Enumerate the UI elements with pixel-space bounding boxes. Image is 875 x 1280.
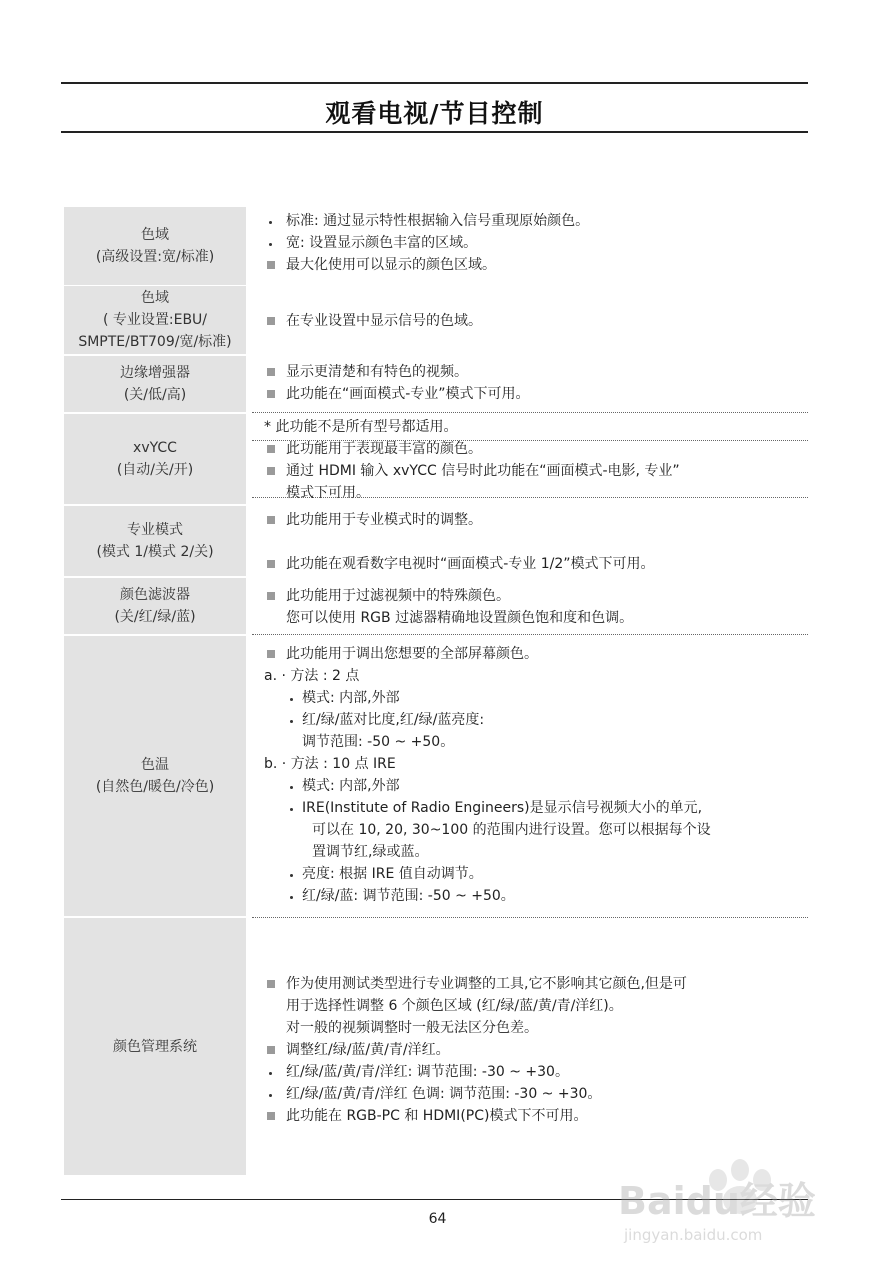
dotted-separator xyxy=(252,440,808,441)
description-line: 作为使用测试类型进行专业调整的工具,它不影响其它颜色,但是可 xyxy=(264,973,804,995)
description-line: 显示更清楚和有特色的视频。 xyxy=(264,361,804,383)
page-number: 64 xyxy=(428,1211,447,1227)
description-line: 调节范围: -50 ~ +50。 xyxy=(302,734,455,750)
dotted-separator xyxy=(252,497,808,498)
description-line: 红/绿/蓝/黄/青/洋红: 调节范围: -30 ~ +30。 xyxy=(264,1061,804,1083)
description-line: 红/绿/蓝/黄/青/洋红 色调: 调节范围: -30 ~ +30。 xyxy=(264,1083,804,1105)
description-line: 标准: 通过显示特性根据输入信号重现原始颜色。 xyxy=(264,210,804,232)
description-line: 此功能用于调出您想要的全部屏幕颜色。 xyxy=(264,643,804,665)
description-line: 宽: 设置显示颜色丰富的区域。 xyxy=(264,232,804,254)
setting-description xyxy=(264,210,804,276)
dotted-separator xyxy=(252,412,808,413)
setting-description xyxy=(264,643,804,907)
description-line: 红/绿/蓝对比度,红/绿/蓝亮度: xyxy=(264,709,804,731)
page-title: 观看电视/节目控制 xyxy=(325,99,544,128)
setting-label xyxy=(64,918,246,1175)
description-line: * 此功能不是所有型号都适用。 xyxy=(264,419,458,435)
description-line: 亮度: 根据 IRE 值自动调节。 xyxy=(264,863,804,885)
description-line: 对一般的视频调整时一般无法区分色差。 xyxy=(286,1020,538,1036)
setting-label-line: 颜色滤波器 xyxy=(120,587,190,603)
setting-description xyxy=(264,585,804,629)
description-line: 可以在 10, 20, 30~100 的范围内进行设置。您可以根据每个设 xyxy=(312,822,711,838)
description-line: 最大化使用可以显示的颜色区域。 xyxy=(264,254,804,276)
description-line: b. · 方法 : 10 点 IRE xyxy=(264,756,396,772)
setting-label xyxy=(64,286,246,354)
description-line: 在专业设置中显示信号的色域。 xyxy=(264,310,804,332)
setting-label-line: (模式 1/模式 2/关) xyxy=(96,544,214,560)
setting-description xyxy=(264,509,804,575)
setting-description xyxy=(264,973,804,1127)
setting-label xyxy=(64,207,246,285)
setting-description xyxy=(264,361,804,405)
setting-label-line: 色域 xyxy=(141,290,169,306)
description-line: 模式: 内部,外部 xyxy=(264,775,804,797)
description-line: 您可以使用 RGB 过滤器精确地设置颜色饱和度和色调。 xyxy=(286,610,634,626)
top-rule xyxy=(61,82,808,84)
description-line: 红/绿/蓝: 调节范围: -50 ~ +50。 xyxy=(264,885,804,907)
setting-label-line: 色温 xyxy=(141,757,169,773)
dotted-separator xyxy=(252,634,808,635)
setting-label-line: ( 专业设置:EBU/ xyxy=(102,312,208,328)
setting-label xyxy=(64,636,246,916)
setting-label-line: (关/低/高) xyxy=(123,387,187,403)
setting-label-line: xvYCC xyxy=(133,440,177,456)
setting-description xyxy=(264,416,804,504)
watermark-url: jingyan.baidu.com xyxy=(624,1226,763,1244)
description-line: IRE(Institute of Radio Engineers)是显示信号视频大小的单元, xyxy=(264,797,804,819)
description-line: 用于选择性调整 6 个颜色区域 (红/绿/蓝/黄/青/洋红)。 xyxy=(286,998,623,1014)
description-line: 此功能用于专业模式时的调整。 xyxy=(264,509,804,531)
setting-label-line: SMPTE/BT709/宽/标准) xyxy=(78,334,232,350)
description-line: 此功能在“画面模式-专业”模式下可用。 xyxy=(264,383,804,405)
dotted-separator xyxy=(252,917,808,918)
description-line: 模式: 内部,外部 xyxy=(264,687,804,709)
setting-label-line: (关/红/绿/蓝) xyxy=(114,609,196,625)
setting-description xyxy=(264,310,804,332)
description-line: 此功能用于过滤视频中的特殊颜色。 xyxy=(264,585,804,607)
setting-label-line: 专业模式 xyxy=(127,522,183,538)
setting-label-line: (自动/关/开) xyxy=(116,462,194,478)
setting-label xyxy=(64,506,246,576)
description-line: 调整红/绿/蓝/黄/青/洋红。 xyxy=(264,1039,804,1061)
setting-label xyxy=(64,356,246,412)
setting-label-line: (自然色/暖色/冷色) xyxy=(95,779,215,795)
setting-label xyxy=(64,578,246,634)
description-line: 通过 HDMI 输入 xvYCC 信号时此功能在“画面模式-电影, 专业” xyxy=(264,460,804,482)
description-line: 置调节红,绿或蓝。 xyxy=(312,844,429,860)
setting-label xyxy=(64,414,246,504)
description-line xyxy=(264,531,804,553)
description-line: 此功能在 RGB-PC 和 HDMI(PC)模式下不可用。 xyxy=(264,1105,804,1127)
description-line: a. · 方法 : 2 点 xyxy=(264,668,360,684)
setting-label-line: 边缘增强器 xyxy=(120,365,190,381)
watermark-brand: Baidu经验 xyxy=(618,1179,816,1223)
description-line: 此功能用于表现最丰富的颜色。 xyxy=(264,438,804,460)
watermark xyxy=(618,1150,848,1255)
description-line: 此功能在观看数字电视时“画面模式-专业 1/2”模式下可用。 xyxy=(264,553,804,575)
setting-label-line: 色域 xyxy=(141,227,169,243)
setting-label-line: 颜色管理系统 xyxy=(113,1038,197,1055)
setting-label-line: (高级设置:宽/标准) xyxy=(95,249,215,265)
description-line: 模式下可用。 xyxy=(286,485,370,501)
title-rule xyxy=(61,131,808,133)
